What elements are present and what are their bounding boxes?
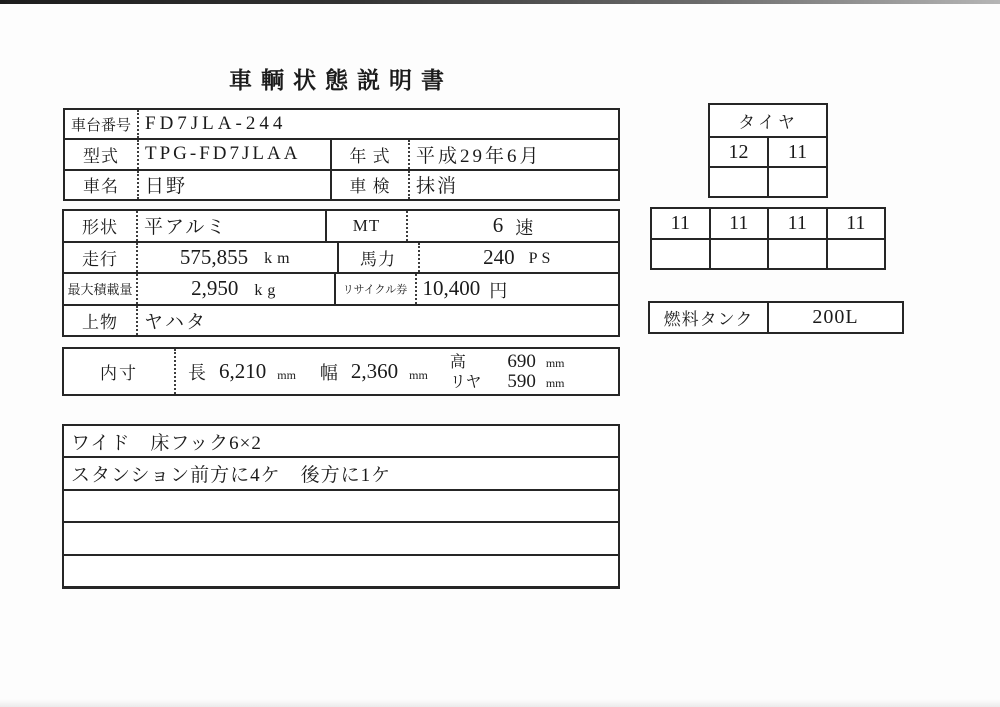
tire-front-left: 12 (710, 138, 769, 166)
transmission-value (408, 211, 618, 241)
vehicle-info-table (63, 108, 620, 201)
rear-tire-2: 11 (711, 209, 770, 238)
table-row (710, 136, 826, 166)
scan-edge-bottom (0, 699, 1000, 707)
table-row (652, 209, 884, 238)
page-title: 車輌状態説明書 (229, 68, 453, 93)
table-row (64, 489, 618, 521)
inner-dimensions-table (62, 347, 620, 396)
body-shape-label: 形状 (64, 211, 138, 241)
recycle-ticket-label: リサイクル券 (336, 274, 417, 304)
table-row (710, 105, 826, 136)
model-year-value: 平成29年6月 (416, 145, 542, 167)
rear-tire-table (650, 207, 886, 270)
table-row (64, 211, 618, 241)
body-shape-value: 平アルミ (138, 211, 327, 241)
maker-name-label: 車名 (65, 171, 139, 199)
rear-tire-empty-cell (652, 240, 711, 269)
table-row (64, 272, 618, 304)
rear-height-label: リヤ (449, 373, 482, 391)
horsepower-value: 240 (483, 244, 515, 269)
tire-table-title: タイヤ (738, 113, 798, 132)
length-unit: mm (277, 367, 296, 382)
max-payload-unit: kg (254, 281, 281, 299)
height-label: 高 (449, 353, 466, 371)
table-row (65, 169, 618, 199)
fuel-tank-value: 200L (812, 306, 859, 328)
table-row (650, 303, 902, 332)
recycle-ticket-unit: 円 (489, 280, 508, 301)
table-row (65, 138, 618, 168)
rear-tire-empty-cell (711, 240, 770, 269)
mileage-unit: km (264, 250, 295, 268)
note-line-5 (64, 556, 618, 586)
tire-empty-cell (769, 168, 826, 196)
width-value: 2,360 (350, 359, 399, 383)
rear-height-unit: mm (545, 375, 565, 390)
table-row (64, 426, 618, 456)
height-rear-stack (450, 352, 565, 392)
inner-dimensions-values (176, 349, 618, 394)
vehicle-spec-table (62, 209, 620, 337)
model-code-label: 型式 (65, 140, 139, 168)
transmission-unit: 速 (515, 217, 534, 238)
table-row (652, 238, 884, 269)
inspection-label: 車 検 (332, 171, 410, 199)
rear-height-value: 590 (507, 370, 536, 392)
horsepower-unit: PS (528, 250, 555, 268)
table-row (64, 456, 618, 488)
mileage-label: 走行 (64, 243, 138, 273)
table-row (65, 110, 618, 138)
model-code-value: TPG-FD7JLAA (139, 140, 332, 168)
max-payload-value-cell (138, 274, 336, 304)
rear-tire-3: 11 (769, 209, 828, 238)
length-label: 長 (188, 362, 206, 383)
note-line-1: ワイド 床フック6×2 (71, 432, 262, 454)
max-payload-value: 2,950 (191, 276, 239, 301)
rear-tire-empty-cell (828, 240, 885, 269)
rear-height-line (450, 372, 565, 392)
mileage-value-cell (138, 243, 339, 273)
rear-tire-empty-cell (769, 240, 828, 269)
fuel-tank-label: 燃料タンク (650, 303, 769, 332)
height-value: 690 (507, 350, 536, 372)
horsepower-value-cell (420, 243, 619, 273)
table-row (64, 304, 618, 336)
table-row (64, 241, 618, 273)
superstructure-value: ヤハタ (144, 311, 208, 333)
height-unit: mm (545, 355, 565, 370)
table-row (64, 521, 618, 553)
mileage-value: 575,855 (179, 244, 249, 269)
transmission-speeds: 6 (492, 213, 504, 238)
recycle-ticket-value-cell (417, 274, 619, 304)
tire-front-right: 11 (787, 140, 808, 163)
note-line-3 (64, 491, 618, 521)
table-row (64, 554, 618, 586)
height-line (450, 352, 565, 372)
scan-edge-top (0, 0, 1000, 4)
inner-dimensions-label: 内寸 (64, 349, 176, 394)
rear-tire-4: 11 (846, 211, 866, 234)
tire-empty-cell (710, 168, 769, 196)
width-unit: mm (409, 367, 428, 382)
maker-name-value: 日野 (139, 171, 332, 199)
length-value: 6,210 (219, 359, 267, 383)
recycle-ticket-value: 10,400 (422, 276, 481, 301)
tire-table (708, 103, 828, 198)
note-line-2: スタンション前方に4ケ 後方に1ケ (71, 465, 392, 487)
table-row (710, 166, 826, 196)
model-year-label: 年 式 (332, 140, 410, 168)
inspection-value: 抹消 (416, 176, 459, 198)
width-label: 幅 (319, 362, 338, 383)
horsepower-label: 馬力 (339, 243, 420, 273)
chassis-number-value: FD7JLA-244 (145, 113, 287, 135)
table-row (64, 349, 618, 394)
max-payload-label: 最大積載量 (64, 274, 138, 304)
notes-table (62, 424, 620, 589)
fuel-tank-table (648, 301, 904, 334)
chassis-number-label: 車台番号 (65, 110, 139, 138)
note-line-4 (64, 523, 618, 553)
rear-tire-1: 11 (652, 209, 711, 238)
superstructure-label: 上物 (64, 306, 138, 336)
transmission-label: MT (327, 211, 408, 241)
